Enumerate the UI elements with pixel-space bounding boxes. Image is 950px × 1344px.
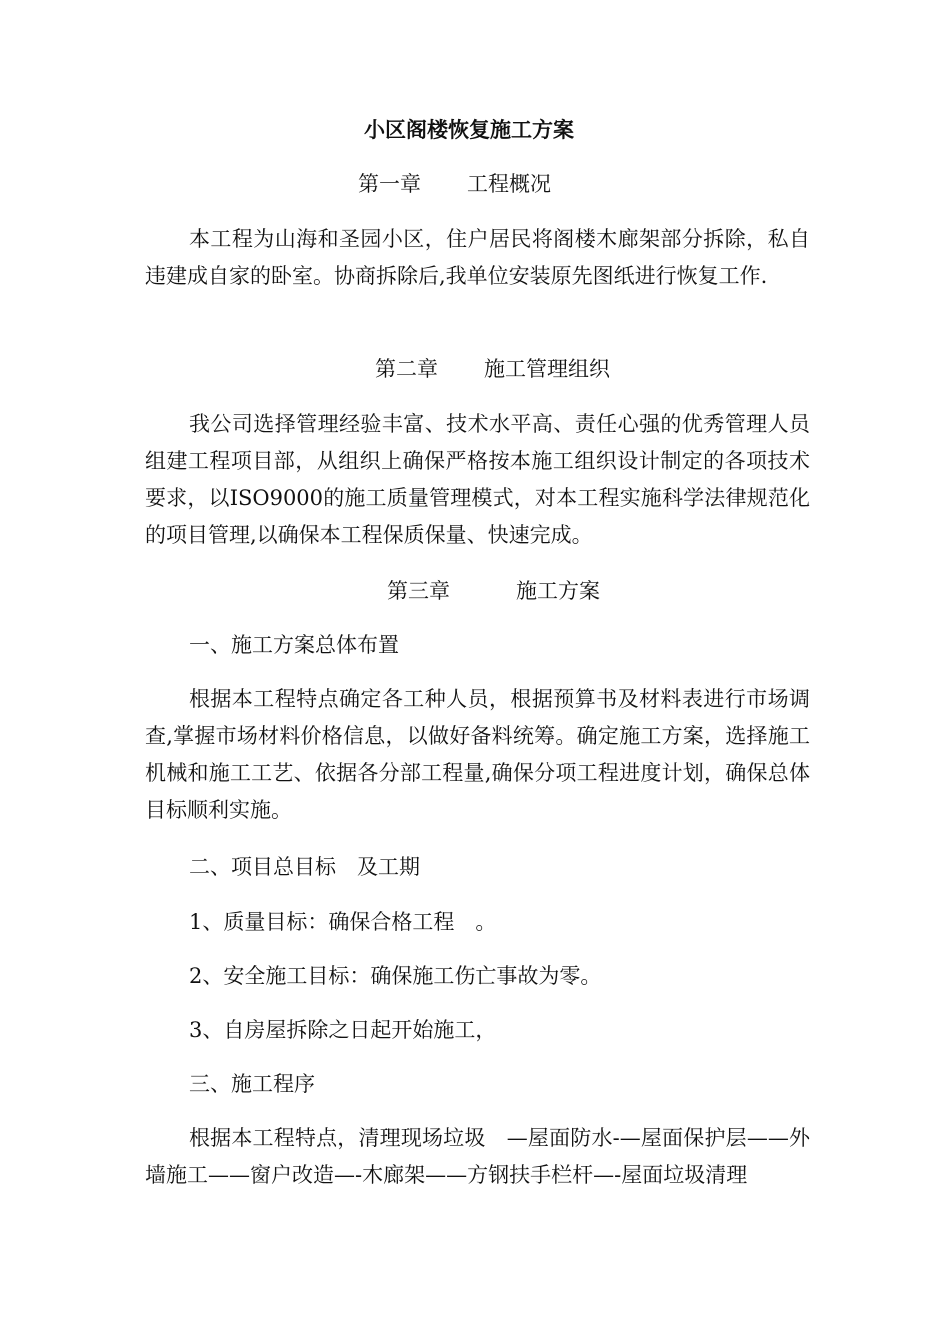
chapter-1-name: 工程概况 — [467, 172, 551, 196]
chapter-2-name: 施工管理组织 — [484, 357, 610, 381]
chapter-2-heading — [375, 355, 610, 383]
chapter-3-number: 第三章 — [387, 579, 450, 603]
document-title: 小区阁楼恢复施工方案 — [364, 117, 574, 142]
section-1-heading: 一、施工方案总体布置 — [189, 633, 399, 657]
goal-item-quality: 1、质量目标：确保合格工程 。 — [189, 910, 497, 934]
goal-item-safety: 2、安全施工目标：确保施工伤亡事故为零。 — [189, 964, 602, 988]
chapter-2-number: 第二章 — [375, 357, 438, 381]
goal-item-schedule: 3、自房屋拆除之日起开始施工， — [189, 1018, 497, 1042]
paragraph-layout: 根据本工程特点确定各工种人员，根据预算书及材料表进行市场调查,掌握市场材料价格信息，以做好备料统筹。确定施工方案，选择施工机械和施工工艺、依据各分部工程量,确保分项工程进度计划，确保总体目标顺利实施。 — [145, 687, 810, 822]
chapter-1-number: 第一章 — [358, 172, 421, 196]
paragraph-management: 我公司选择管理经验丰富、技术水平高、责任心强的优秀管理人员组建工程项目部，从组织上确保严格按本施工组织设计制定的各项技术要求，以ISO9000的施工质量管理模式，对本工程实施科学法律规范化的项目管理,以确保本工程保质保量、快速完成。 — [145, 412, 810, 547]
chapter-3-name: 施工方案 — [516, 579, 600, 603]
chapter-3-heading — [387, 577, 600, 605]
section-3-heading: 三、施工程序 — [189, 1072, 315, 1096]
paragraph-overview: 本工程为山海和圣园小区，住户居民将阁楼木廊架部分拆除，私自违建成自家的卧室。协商拆除后,我单位安装原先图纸进行恢复工作. — [145, 227, 810, 288]
section-2-heading: 二、项目总目标 及工期 — [189, 855, 420, 879]
chapter-1-heading — [358, 170, 551, 198]
paragraph-procedure: 根据本工程特点，清理现场垃圾 —屋面防水-—屋面保护层——外墙施工——窗户改造—-木廊架——方钢扶手栏杆—-屋面垃圾清理 — [145, 1126, 810, 1187]
